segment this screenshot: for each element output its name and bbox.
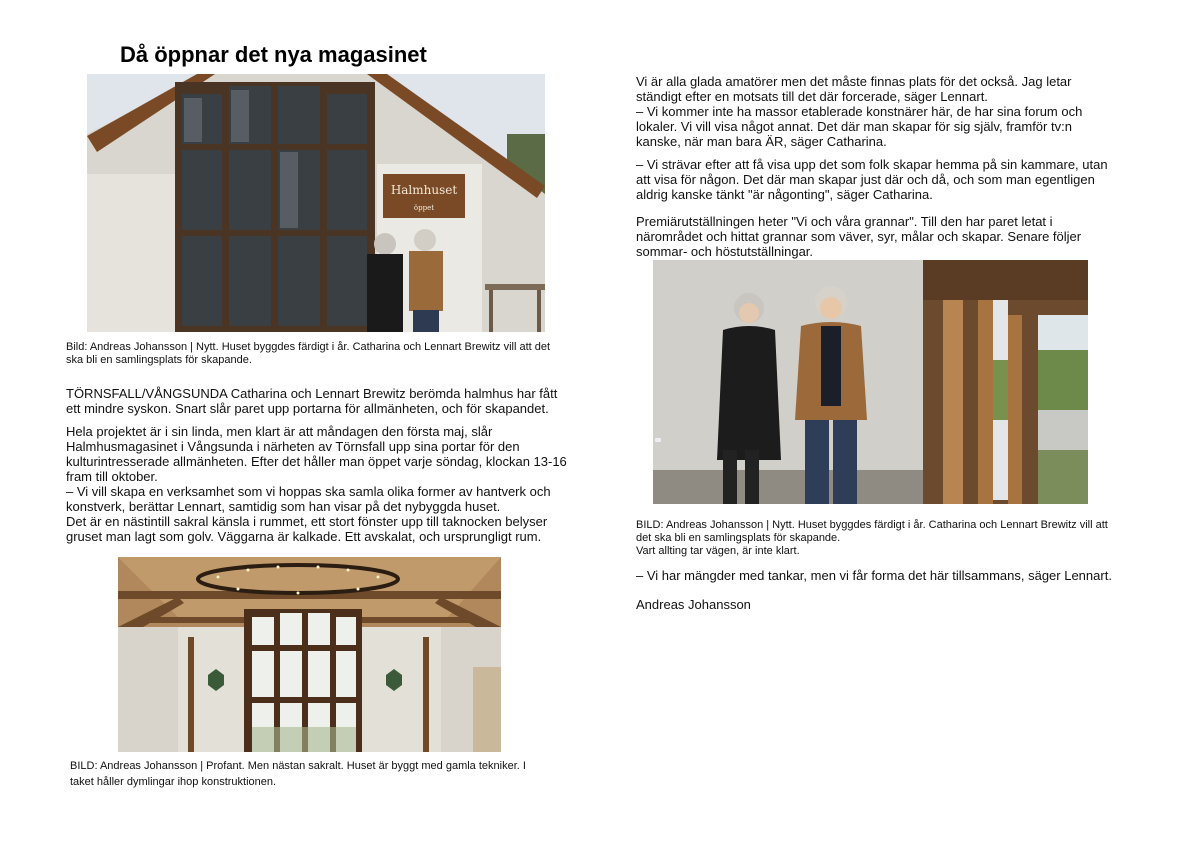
portrait-caption-line: BILD: Andreas Johansson | Nytt. Huset byggdes färdigt i år. Catharina och Lennart Brewitz vill att <box>636 519 1108 531</box>
portrait-caption-line: Vart allting tar vägen, är inte klart. <box>636 545 800 557</box>
portrait-photo-image <box>653 260 1088 504</box>
paragraph: Hela projektet är i sin linda, men klart är att måndagen den första maj, slår Halmhusmagasinet i Vångsunda i närheten av Törnsfall upp sina portar för den kulturintresserade allmänheten. Efter det håller man öppet varje söndag, klockan 13-16 fram till oktober. <box>66 424 567 484</box>
left-column-text <box>66 386 571 544</box>
paragraph: – Vi vill skapa en verksamhet som vi hoppas ska samla olika former av hantverk och konstverk, berättar Lennart, samtidig som han visar på det nybyggda huset. <box>66 484 551 514</box>
closing-quote: – Vi har mängder med tankar, men vi får forma det här tillsammans, säger Lennart. <box>636 568 1112 583</box>
portrait-photo <box>653 260 1088 504</box>
paragraph: – Vi kommer inte ha massor etablerade konstnärer här, de har sina forum och lokaler. Vi vill visa något annat. Det där man skapar för sig själv, framför tv:n kanske, när man bara ÄR, säger Catharina. <box>636 104 1083 149</box>
paragraph: Det är en nästintill sakral känsla i rummet, ett stort fönster upp till taknocken belyser gruset man lagt som golv. Väggarna är kalkade. Ett avskalat, och ursprungligt rum. <box>66 514 548 544</box>
lead-paragraph: TÖRNSFALL/VÅNGSUNDA Catharina och Lennart Brewitz berömda halmhus har fått ett mindre syskon. Snart slår paret upp portarna för allmänheten, och för skapandet. <box>66 386 558 416</box>
paragraph: – Vi strävar efter att få visa upp det som folk skapar hemma på sin kammare, utan att visa för någon. Det där man skapar just där och då, och som man egentligen aldrig kanske tänkt "är någonting", säger Catharina. <box>636 157 1108 202</box>
article-title: Då öppnar det nya magasinet <box>120 42 427 67</box>
byline: Andreas Johansson <box>636 597 751 612</box>
interior-photo <box>118 557 501 752</box>
interior-photo-image <box>118 557 501 752</box>
right-column-text <box>636 74 1116 259</box>
exterior-caption: Bild: Andreas Johansson | Nytt. Huset byggdes färdigt i år. Catharina och Lennart Brewitz vill att det ska bli en samlingsplats för skapande. <box>66 341 551 366</box>
interior-caption <box>70 760 570 789</box>
sign-open-label: öppet <box>413 204 435 212</box>
halmhuset-sign: Halmhuset <box>390 183 458 197</box>
exterior-photo <box>87 74 545 332</box>
exterior-photo-image <box>87 74 545 332</box>
paragraph: Premiärutställningen heter "Vi och våra grannar". Till den har paret letat i närområdet och hittat grannar som väver, syr, målar och skapar. Senare följer sommar- och höstutställningar. <box>636 214 1082 259</box>
portrait-caption <box>636 519 1126 558</box>
interior-caption-line: BILD: Andreas Johansson | Profant. Men nästan sakralt. Huset är byggt med gamla tekniker. I <box>70 760 526 772</box>
interior-caption-line: taket håller dymlingar ihop konstruktionen. <box>70 776 277 788</box>
portrait-caption-line: det ska bli en samlingsplats för skapande. <box>636 532 841 544</box>
paragraph: Vi är alla glada amatörer men det måste finnas plats för det också. Jag letar ständigt efter en motsats till det där forcerade, säger Lennart. <box>636 74 1072 104</box>
